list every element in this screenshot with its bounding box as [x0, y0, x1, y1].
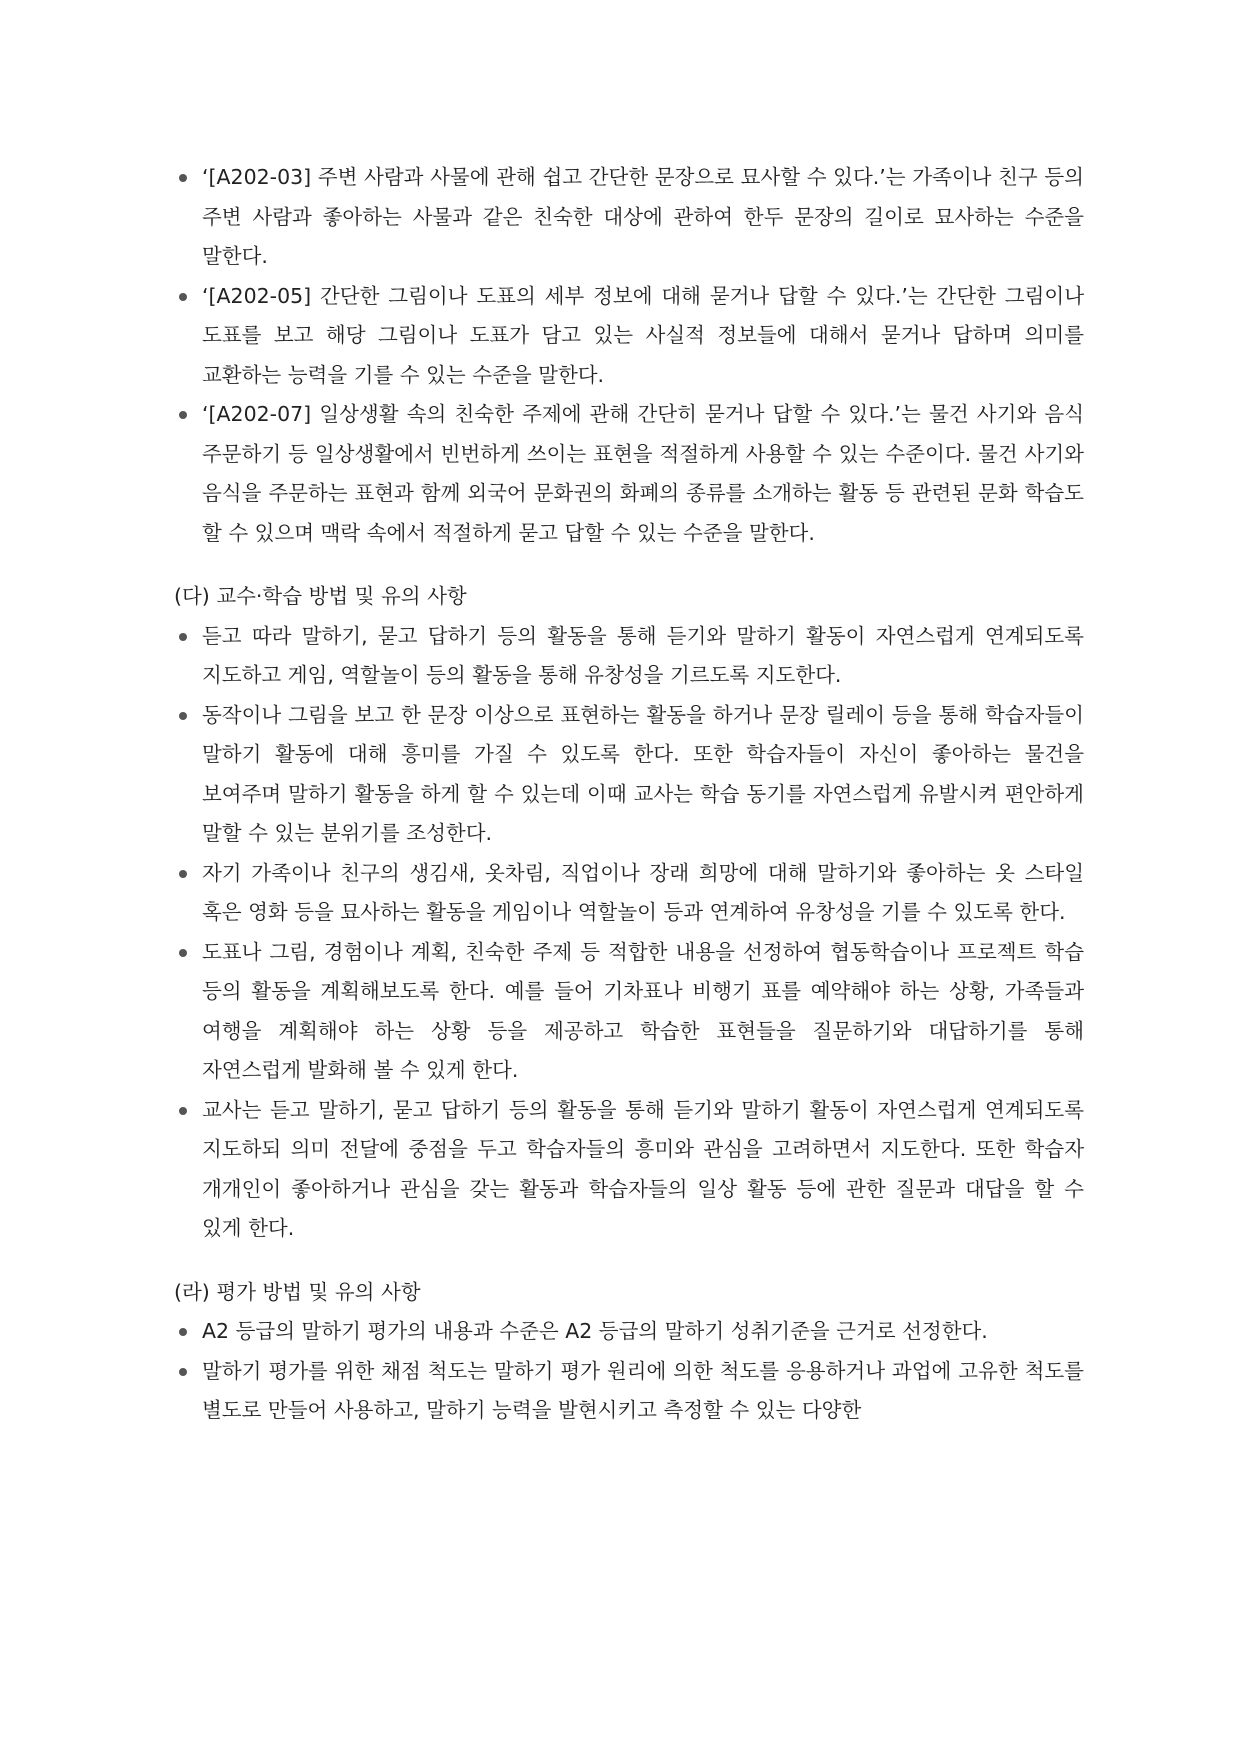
section-heading: (라) 평가 방법 및 유의 사항: [174, 1279, 421, 1304]
list-item-text: A2 등급의 말하기 평가의 내용과 수준은 A2 등급의 말하기 성취기준을 근거로 선정한다.: [202, 1319, 988, 1343]
list-item-text: 도표나 그림, 경험이나 계획, 친숙한 주제 등 적합한 내용을 선정하여 협동학습이나 프로젝트 학습 등의 활동을 계획해보도록 한다. 예를 들어 기차표나 비행기 표를 예약해야 하는 상황, 가족들과 여행을 계획해야 하는 상황 등을 제공하고 학습한 표현들을 질문하기와 대답하기를 통해 자연스럽게 발화해 볼 수 있게 한다.: [202, 939, 1084, 1082]
list-item-text: 동작이나 그림을 보고 한 문장 이상으로 표현하는 활동을 하거나 문장 릴레이 등을 통해 학습자들이 말하기 활동에 대해 흥미를 가질 수 있도록 한다. 또한 학습자들이 자신이 좋아하는 물건을 보여주며 말하기 활동을 하게 할 수 있는데 이때 교사는 학습 동기를 자연스럽게 유발시켜 편안하게 말할 수 있는 분위기를 조성한다.: [202, 702, 1084, 845]
section-heading: (다) 교수·학습 방법 및 유의 사항: [174, 584, 467, 608]
bullet-icon: [179, 1368, 187, 1376]
bullet-icon: [179, 870, 187, 878]
list-item: [174, 1312, 1084, 1352]
list-item-text: 말하기 평가를 위한 채점 척도는 말하기 평가 원리에 의한 척도를 응용하거나 과업에 고유한 척도를 별도로 만들어 사용하고, 말하기 능력을 발현시키고 측정할 수 있는 다양한: [202, 1358, 1084, 1422]
list-item: [174, 933, 1084, 1091]
list-item: [174, 854, 1084, 933]
list-item: [174, 696, 1084, 854]
list-item-text: ‘[A202-05] 간단한 그림이나 도표의 세부 정보에 대해 묻거나 답할 수 있다.’는 간단한 그림이나 도표를 보고 해당 그림이나 도표가 담고 있는 사실적 정보들에 대해서 묻거나 답하며 의미를 교환하는 능력을 기를 수 있는 수준을 말한다.: [202, 283, 1084, 387]
list-item: [174, 395, 1084, 553]
list-item: [174, 1352, 1084, 1431]
list-item-text: ‘[A202-07] 일상생활 속의 친숙한 주제에 관해 간단히 묻거나 답할 수 있다.’는 물건 사기와 음식 주문하기 등 일상생활에서 빈번하게 쓰이는 표현을 적절하게 사용할 수 있는 수준이다. 물건 사기와 음식을 주문하는 표현과 함께 외국어 문화권의 화폐의 종류를 소개하는 활동 등 관련된 문화 학습도 할 수 있으며 맥락 속에서 적절하게 묻고 답할 수 있는 수준을 말한다.: [202, 402, 1084, 545]
standards-explanation-list: [174, 158, 1084, 553]
bullet-icon: [179, 633, 187, 641]
list-item-text: 듣고 따라 말하기, 묻고 답하기 등의 활동을 통해 듣기와 말하기 활동이 자연스럽게 연계되도록 지도하고 게임, 역할놀이 등의 활동을 통해 유창성을 기르도록 지도한다.: [202, 623, 1084, 687]
list-item-text: ‘[A202-03] 주변 사람과 사물에 관해 쉽고 간단한 문장으로 묘사할 수 있다.’는 가족이나 친구 등의 주변 사람과 좋아하는 사물과 같은 친숙한 대상에 관하여 한두 문장의 길이로 묘사하는 수준을 말한다.: [202, 165, 1084, 268]
list-item: [174, 617, 1084, 696]
evaluation-methods-list: [174, 1312, 1084, 1431]
list-item: [174, 1091, 1084, 1249]
list-item: [174, 158, 1084, 277]
evaluation-methods-section: [174, 1273, 1084, 1431]
teaching-methods-list: [174, 617, 1084, 1249]
bullet-icon: [179, 1328, 187, 1336]
list-item-text: 교사는 듣고 말하기, 묻고 답하기 등의 활동을 통해 듣기와 말하기 활동이 자연스럽게 연계되도록 지도하되 의미 전달에 중점을 두고 학습자들의 흥미와 관심을 고려하면서 지도한다. 또한 학습자 개개인이 좋아하거나 관심을 갖는 활동과 학습자들의 일상 활동 등에 관한 질문과 대답을 할 수 있게 한다.: [202, 1097, 1084, 1240]
bullet-icon: [179, 712, 187, 720]
bullet-icon: [179, 1107, 187, 1115]
list-item: [174, 277, 1084, 396]
list-item-text: 자기 가족이나 친구의 생김새, 옷차림, 직업이나 장래 희망에 대해 말하기와 좋아하는 옷 스타일 혹은 영화 등을 묘사하는 활동을 게임이나 역할놀이 등과 연계하여 유창성을 기를 수 있도록 한다.: [202, 860, 1084, 924]
bullet-icon: [179, 411, 187, 419]
bullet-icon: [179, 949, 187, 957]
bullet-icon: [179, 174, 187, 182]
bullet-icon: [179, 293, 187, 301]
teaching-methods-section: [174, 577, 1084, 1249]
